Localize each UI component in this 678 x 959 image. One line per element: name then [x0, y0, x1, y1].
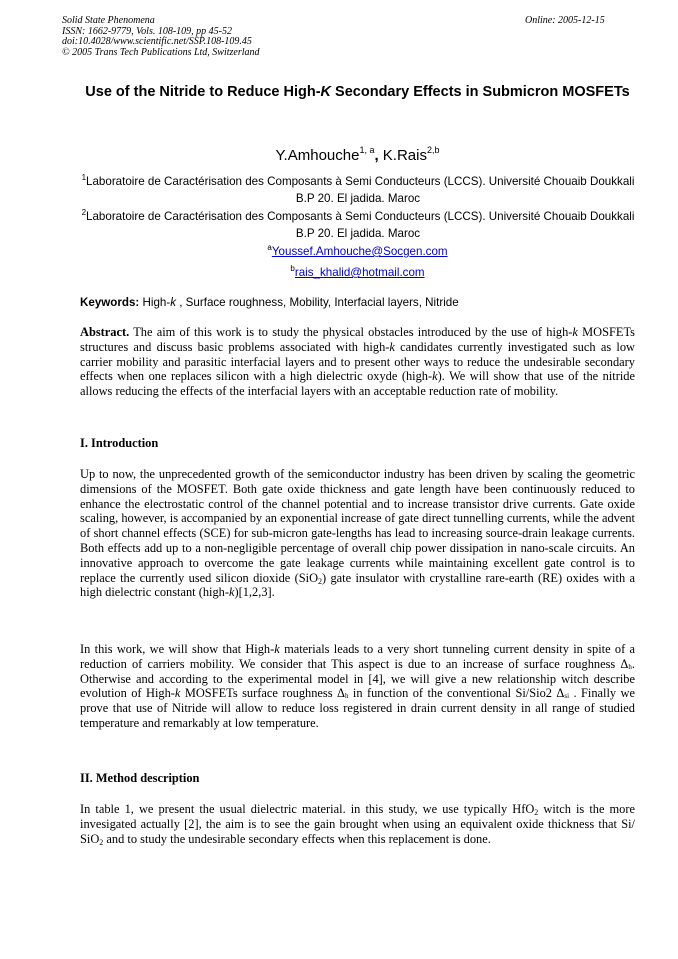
intro-p1-subscript: 2 — [318, 576, 323, 586]
author-1-marks: 1, a — [359, 145, 375, 155]
affiliation-2-text: Laboratoire de Caractérisation des Composants à Semi Conducteurs (LCCS). Université Chouaib Doukkali B.P 20. El jadida. Maroc — [86, 210, 635, 240]
intro-p2-k-1: k — [274, 642, 280, 656]
intro-p1-text-c: )[1,2,3]. — [234, 585, 275, 600]
delta-symbol-2: Δ — [337, 686, 345, 701]
author-2-marks: 2,b — [426, 145, 440, 155]
intro-p2-text-f: . Finally we prove that use of Nitride will allow to reduce loss registered in drain current density in all range of studied temperature and remarkably at low temperature. — [80, 686, 636, 730]
intro-p2-text-a: In this work, we will show that High- — [80, 642, 275, 656]
email-2 — [70, 265, 645, 281]
intro-p1-k: k — [228, 585, 235, 600]
intro-p2-text-e: in function of the conventional Si/Sio2 — [348, 686, 557, 701]
abstract-label: Abstract. — [80, 325, 130, 339]
intro-paragraph-2 — [80, 642, 635, 731]
abstract-k-1: k — [572, 325, 578, 339]
paper-title — [70, 83, 645, 101]
section-heading-method: II. Method description — [80, 771, 200, 785]
intro-p1-text-b: ) gate insulator with crystalline rare-earth (RE) oxides with a high dielectric constant (high- — [80, 570, 635, 600]
issn-line: ISSN: 1662-9779, Vols. 108-109, pp 45-52 — [62, 25, 232, 37]
method-p1-subscript-2: 2 — [99, 837, 104, 847]
author-separator: , — [374, 147, 383, 164]
online-date: Online: 2005-12-15 — [525, 15, 605, 26]
affiliation-2-mark: 2 — [81, 208, 87, 217]
title-text-2: Secondary Effects in Submicron MOSFETs — [331, 84, 630, 100]
email-1-link[interactable]: Youssef.Amhouche@Socgen.com — [271, 245, 448, 258]
title-k: K — [320, 84, 332, 100]
abstract-k-3: k — [432, 369, 438, 384]
intro-paragraph-1 — [80, 467, 635, 600]
copyright-line: © 2005 Trans Tech Publications Ltd, Switzerland — [62, 46, 260, 58]
author-2: K.Rais — [382, 147, 427, 164]
intro-p2-text-b: materials leads to a very short tunneling current density in spite of a reduction of carriers mobility. We consider that This aspect is due to an increase of surface roughness — [80, 642, 636, 671]
affiliation-1-mark: 1 — [81, 173, 87, 182]
intro-p1-text-a: Up to now, the unprecedented growth of the semiconductor industry has been driven by scaling the geometric dimensions of the MOSFET. Both gate oxide thickness and gate length have been continuously reduced to enhance the electrostatic control of the channel potential and to increase transistor drive currents. Gate oxide scaling, however, is accompanied by an exponential increase of gate direct tunnelling currents, while the advent of short channel effects (SCE) for sub-micron gate-lengths has lead to increasing source-drain leakage currents. Both effects add up to a non-negligible percentage of overall chip power dissipation in nano-scale circuits. An innovative approach to overcome the gate leakage currents while maintaining excellent gate control is to replace the currently used silicon dioxide (SiO — [80, 467, 635, 585]
keywords-label: Keywords: — [80, 296, 140, 309]
affiliation-1 — [74, 173, 642, 207]
method-p1-text-c: and to study the undesirable secondary effects when this replacement is done. — [103, 831, 491, 846]
keywords — [80, 295, 640, 311]
method-p1-text-a: In table 1, we present the usual dielectric material. in this study, we use typically HfO — [80, 802, 535, 816]
method-paragraph-1 — [80, 802, 635, 846]
abstract-k-2: k — [389, 339, 395, 354]
abstract-text-2: MOSFETs structures and discuss basic problems associated with high- — [80, 325, 635, 354]
abstract-text-4: ). We will show that use of the nitride allows reducing the effects of the interfacial layers with an acceptable reduction rate of mobility. — [80, 369, 635, 399]
section-heading-introduction: I. Introduction — [80, 436, 159, 450]
delta-symbol-3: Δ — [556, 686, 565, 701]
keywords-text-2: , Surface roughness, Mobility, Interfacial layers, Nitride — [176, 296, 459, 309]
title-text-1: Use of the Nitride to Reduce High- — [85, 84, 321, 100]
abstract-text-3: candidates currently investigated such as low carrier mobility and parasitic interfacial layers and to present other ways to reduce the undesirable secondary effects when one replaces silicon with a high dielectric oxyde (high- — [80, 339, 636, 384]
email-1 — [70, 244, 645, 260]
affiliation-2 — [74, 208, 642, 242]
email-2-mark: b — [290, 264, 295, 273]
method-p1-text-b: witch is the more invesigated actually [2], the aim is to see the gain brought when using an equivalent oxide thickness that Si/ SiO — [80, 802, 636, 846]
keywords-k: k — [170, 296, 177, 309]
intro-p2-text-c: . Otherwise and according to the experimental model in [4], we will give a new relationship witch describe evolution of High- — [80, 656, 635, 701]
doi-line: doi:10.4028/www.scientific.net/SSP.108-109.45 — [62, 36, 252, 47]
author-list — [70, 146, 645, 166]
delta-symbol-1: Δ — [620, 656, 629, 671]
email-1-mark: a — [267, 243, 272, 252]
abstract-text-1: The aim of this work is to study the physical obstacles introduced by the use of high- — [129, 325, 573, 339]
intro-p2-text-d: MOSFETs surface roughness — [180, 686, 337, 701]
intro-p2-k-2: k — [174, 686, 181, 701]
delta-2-subscript: h — [344, 692, 349, 701]
affiliation-1-text: Laboratoire de Caractérisation des Composants à Semi Conducteurs (LCCS). Université Chouaib Doukkali B.P 20. El jadida. Maroc — [86, 175, 635, 205]
journal-name: Solid State Phenomena — [62, 15, 155, 26]
delta-3-subscript: si — [564, 692, 570, 701]
journal-header — [62, 16, 260, 58]
author-1: Y.Amhouche — [275, 147, 360, 164]
email-2-link[interactable]: rais_khalid@hotmail.com — [294, 266, 425, 279]
abstract — [80, 325, 635, 399]
keywords-text-1: High- — [139, 296, 171, 309]
method-p1-subscript-1: 2 — [534, 808, 539, 817]
delta-1-subscript: h — [628, 662, 632, 671]
